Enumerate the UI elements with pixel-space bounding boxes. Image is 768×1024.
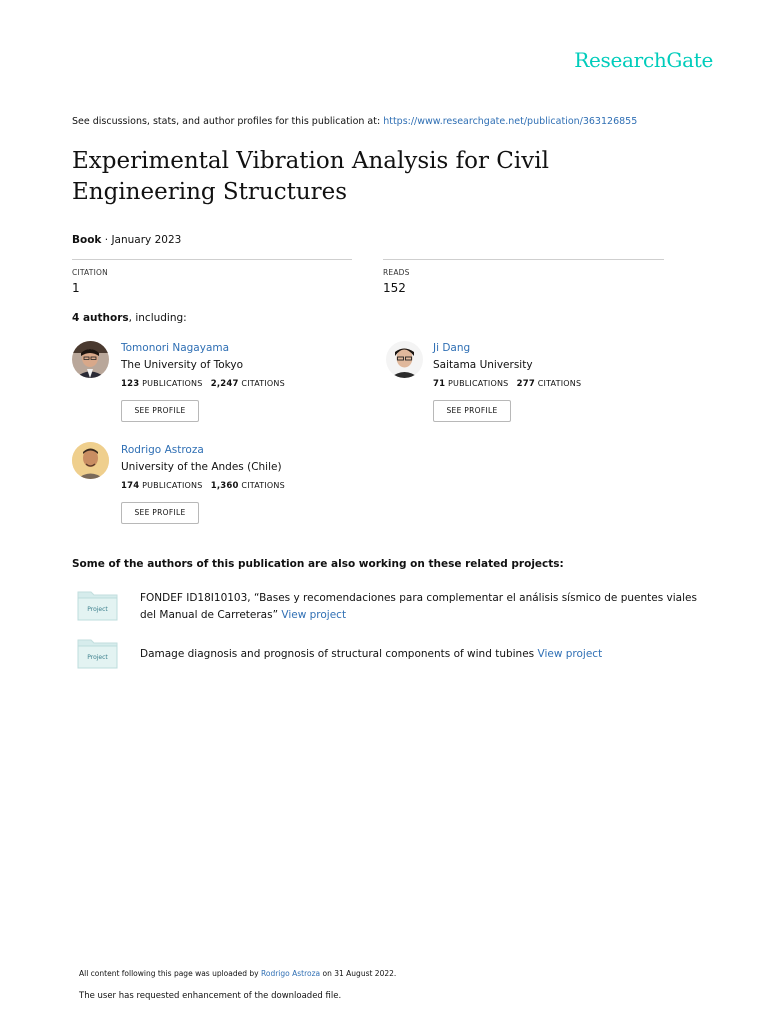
project-description: FONDEF ID18I10103, “Bases y recomendaciones para complementar el análisis sísmico de puentes viales del Manual de Carreteras” [140,592,697,621]
reads-count: 152 [383,281,406,295]
author-name-link[interactable]: Ji Dang [433,342,471,354]
avatar[interactable] [72,341,109,378]
publications-label: PUBLICATIONS [142,379,203,388]
author-name-link[interactable]: Rodrigo Astroza [121,444,204,456]
publication-title: Experimental Vibration Analysis for Civil Engineering Structures [72,148,549,205]
publication-meta: Book · January 2023 [72,234,182,246]
citation-divider [72,259,352,260]
discussion-prefix: See discussions, stats, and author profiles for this publication at: [72,116,384,127]
author-affiliation: The University of Tokyo [121,359,244,371]
reads-divider [383,259,664,260]
uploader-link[interactable]: Rodrigo Astroza [260,969,321,978]
avatar[interactable] [72,442,109,479]
see-profile-button[interactable]: SEE PROFILE [433,400,511,422]
authors-count: 4 authors [72,312,129,324]
view-project-link[interactable]: View project [281,609,347,621]
reads-label: READS [383,268,410,277]
citation-label: CITATION [72,268,108,277]
publication-link[interactable]: https://www.researchgate.net/publication/363126855 [383,116,638,127]
citations-count: 1,360 [210,481,239,491]
author-photo-icon [386,341,423,378]
author-affiliation: Saitama University [433,359,533,371]
related-projects-heading: Some of the authors of this publication are also working on these related projects: [72,558,564,570]
publication-date: January 2023 [111,234,182,246]
citation-count: 1 [72,281,80,295]
authors-suffix: , including: [128,312,187,324]
publications-label: PUBLICATIONS [447,379,509,388]
author-photo-icon [72,341,109,378]
author-stats [433,379,581,389]
project-badge-label: Project [87,654,108,661]
authors-heading [72,312,187,324]
see-profile-button[interactable]: SEE PROFILE [121,502,199,524]
project-badge-label: Project [87,606,108,613]
project-folder-icon [77,589,118,625]
author-name-link[interactable]: Tomonori Nagayama [121,342,230,354]
publications-count: 174 [121,481,140,491]
publications-count: 123 [121,379,140,389]
citations-label: CITATIONS [241,481,285,490]
upload-suffix: on 31 August 2022. [320,969,397,978]
upload-prefix: All content following this page was uploaded by [79,969,261,978]
author-stats [121,379,285,389]
citations-label: CITATIONS [537,379,582,388]
enhancement-note: The user has requested enhancement of the downloaded file. [79,991,342,1001]
author-photo-icon [72,442,109,479]
project-item [140,646,700,663]
publications-label: PUBLICATIONS [142,481,203,490]
publications-count: 71 [433,379,446,389]
avatar[interactable] [386,341,423,378]
citations-count: 277 [516,379,535,389]
view-project-link[interactable]: View project [537,648,603,660]
citations-label: CITATIONS [241,379,285,388]
author-affiliation: University of the Andes (Chile) [121,461,282,473]
project-item [140,590,700,624]
upload-notice [79,969,396,978]
project-folder-icon [77,637,118,673]
author-stats [121,481,285,491]
project-description: Damage diagnosis and prognosis of structural components of wind tubines [140,648,535,660]
discussion-line [72,116,637,127]
see-profile-button[interactable]: SEE PROFILE [121,400,199,422]
citations-count: 2,247 [210,379,239,389]
publication-type: Book [72,234,102,246]
researchgate-logo[interactable]: ResearchGate [574,48,713,72]
